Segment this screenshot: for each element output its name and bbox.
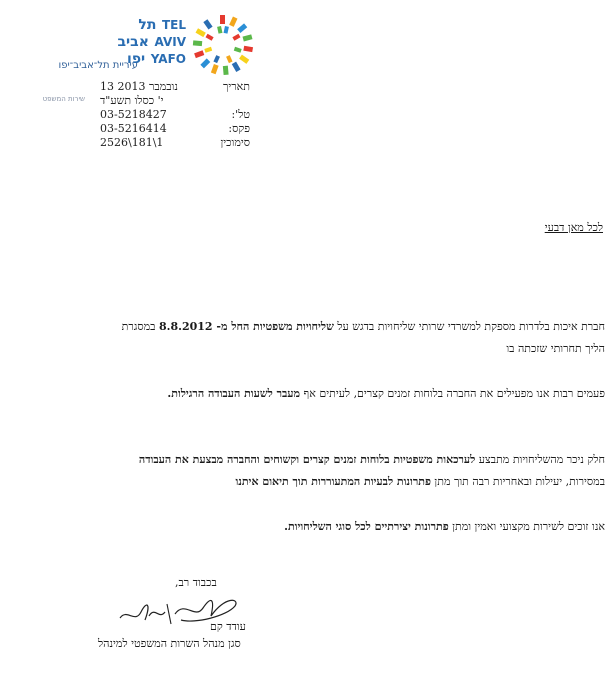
signer-name: עודד קם (210, 620, 246, 633)
logo-english-aviv: AVIV (154, 35, 186, 49)
paragraph-4-text: אנו זוכים לשירות מקצועי ואמין ומתן (448, 520, 605, 533)
signer-title: סגן מנהל השרות המשפטי למינהל (98, 637, 241, 650)
paragraph-3-bold-1: לערכאות משפטיות בלוחות זמנים קצרים וקשוחים והחברה מבצעת את העבודה (138, 453, 476, 466)
logo-hebrew-tel: תל (138, 17, 157, 33)
phone-value: 03-5218427 (100, 108, 167, 121)
reference-label: סימוכין (220, 136, 250, 149)
fax-value: 03-5216414 (100, 122, 167, 135)
municipality-logo (100, 10, 270, 82)
municipality-name: עיריית תל־אביב־יפו (58, 60, 138, 71)
fax-label: פקס: (228, 122, 250, 135)
logo-hebrew-aviv: אביב (117, 34, 149, 50)
paragraph-2-bold: מעבר לשעות העבודה הרגילות. (167, 387, 301, 400)
paragraph-4 (15, 516, 605, 538)
paragraph-3 (15, 449, 605, 493)
logo-english-yafo: YAFO (150, 52, 186, 66)
paragraph-1-text-b: במסגרת (121, 320, 159, 333)
paragraph-1-text-a: חברת איכות בלדרות מספקת למשרדי שרותי שליחויות בדגש על (333, 320, 605, 333)
logo-english-tel: TEL (161, 18, 186, 32)
letter-header-info (100, 80, 250, 150)
reference-value: 2526\181\1 (100, 136, 164, 149)
phone-row (100, 108, 250, 122)
paragraph-3-text-a: חלק ניכר מהשליחויות מתבצע (475, 453, 605, 466)
logo-hebrew-yafo: יפו (127, 51, 146, 67)
date-label: תאריך (222, 80, 250, 93)
paragraph-3-text-b: במסירות, יעילות ובאחריות רבה תוך מתן (430, 475, 605, 488)
closing-regards: בכבוד רב, (175, 576, 217, 589)
fax-row (100, 122, 250, 136)
salutation: לכל מאן דבעי (544, 221, 603, 234)
logo-burst-icon (188, 10, 258, 80)
paragraph-4-bold: פתרונות יצירתיים לכל סוגי השליחויות. (284, 520, 449, 533)
hebrew-date-row (100, 94, 250, 108)
paragraph-3-bold-2: פתרונות לבעיות המתעוררות תוך תיאום איתנו (235, 475, 431, 488)
paragraph-1-line-2: הליך תחרותי שזכתה בו (506, 342, 605, 355)
reference-row (100, 136, 250, 150)
date-row (100, 80, 250, 94)
date-value: 13 נובמבר 2013 (100, 80, 178, 93)
paragraph-2 (15, 383, 605, 405)
department-stamp: שירות המשפט (42, 95, 85, 103)
hebrew-date: י' כסלו תשע"ד (100, 94, 164, 107)
paragraph-1-bold: שליחויות משפטיות החל מ- 8.8.2012 (158, 320, 334, 333)
paragraph-1 (15, 316, 605, 360)
paragraph-2-text: פעמים רבות אנו מפעילים את החברה בלוחות זמנים קצרים, לעיתים אף (300, 387, 605, 400)
phone-label: טל': (231, 108, 250, 121)
